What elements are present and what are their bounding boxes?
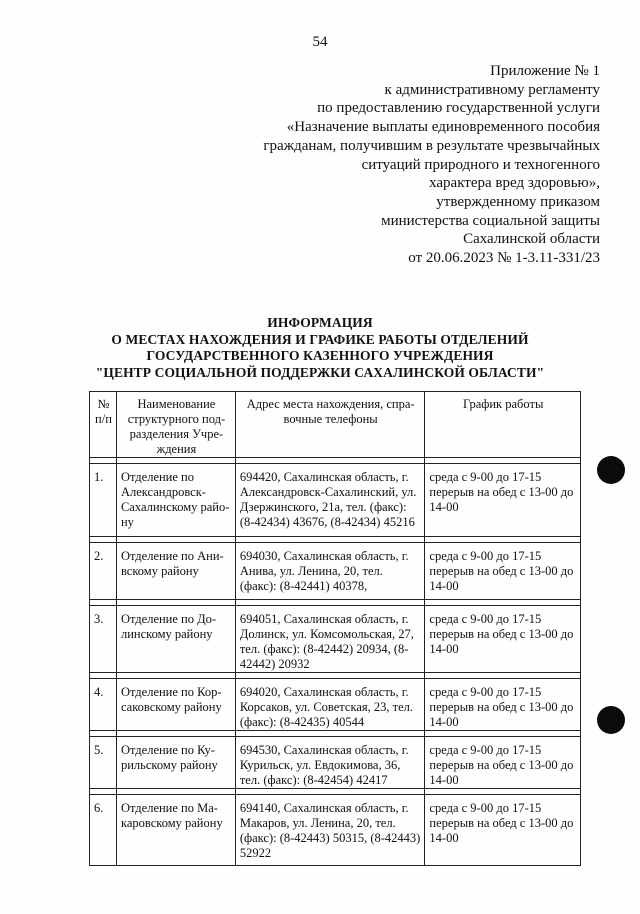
title-line: О МЕСТАХ НАХОЖДЕНИЯ И ГРАФИКЕ РАБОТЫ ОТДЕЛЕНИЙ: [111, 331, 529, 347]
appendix-line: Сахалинской области: [463, 231, 600, 248]
header-address: Адрес места нахождения, спра-вочные телефоны: [235, 392, 425, 458]
row-number: 5.: [90, 737, 117, 789]
row-schedule: среда с 9-00 до 17-15 перерыв на обед с 13-00 до 14-00: [425, 543, 581, 600]
row-address: 694420, Сахалинская область, г. Александровск-Сахалинский, ул. Дзержинского, 21а, тел. (факс): (8-42434) 43676, (8-42434) 45216: [235, 464, 425, 537]
row-schedule: среда с 9-00 до 17-15 перерыв на обед с 13-00 до 14-00: [425, 795, 581, 866]
page-number: 54: [312, 34, 328, 50]
row-number: 3.: [90, 606, 117, 673]
appendix-line: от 20.06.2023 № 1-3.11-331/23: [408, 250, 600, 267]
table-row: [90, 464, 581, 537]
row-number: 6.: [90, 795, 117, 866]
appendix-block: [263, 62, 600, 268]
appendix-line: характера вред здоровью»,: [429, 175, 600, 192]
table-header-row: [90, 392, 581, 458]
appendix-line: министерства социальной защиты: [381, 212, 600, 229]
appendix-line: ситуаций природного и техногенного: [361, 156, 600, 173]
appendix-line: гражданам, получившим в результате чрезвычайных: [263, 137, 600, 154]
title-line: ГОСУДАРСТВЕННОГО КАЗЕННОГО УЧРЕЖДЕНИЯ: [146, 348, 494, 363]
row-address: 694530, Сахалинская область, г. Курильск, ул. Евдокимова, 36, тел. (факс): (8-42454) 42417: [235, 737, 425, 789]
row-address: 694020, Сахалинская область, г. Корсаков, ул. Советская, 23, тел. (факс): (8-42435) 40544: [235, 679, 425, 731]
table-row: [90, 737, 581, 789]
row-number: 4.: [90, 679, 117, 731]
header-schedule: График работы: [425, 392, 581, 458]
header-name: Наименование структурного под-разделения Учре-ждения: [116, 392, 235, 458]
row-name: Отделение по Кор-саковскому району: [116, 679, 235, 731]
row-name: Отделение по Александровск-Сахалинскому райо-ну: [116, 464, 235, 537]
row-address: 694051, Сахалинская область, г. Долинск, ул. Комсомольская, 27, тел. (факс): (8-42442) 20934, (8-42442) 20932: [235, 606, 425, 673]
punch-hole-mark: [597, 706, 625, 734]
appendix-line: Приложение № 1: [490, 63, 600, 79]
punch-hole-mark: [597, 456, 625, 484]
row-schedule: среда с 9-00 до 17-15 перерыв на обед с 13-00 до 14-00: [425, 679, 581, 731]
table-row: [90, 795, 581, 866]
row-address: 694140, Сахалинская область, г. Макаров, ул. Ленина, 20, тел. (факс): (8-42443) 50315, (8-42443) 52922: [235, 795, 425, 866]
offices-table: [89, 391, 581, 866]
row-number: 2.: [90, 543, 117, 600]
row-schedule: среда с 9-00 до 17-15 перерыв на обед с 13-00 до 14-00: [425, 606, 581, 673]
row-schedule: среда с 9-00 до 17-15 перерыв на обед с 13-00 до 14-00: [425, 464, 581, 537]
row-name: Отделение по До-линскому району: [116, 606, 235, 673]
document-title: [0, 315, 640, 381]
appendix-line: к административному регламенту: [384, 81, 600, 98]
title-line: "ЦЕНТР СОЦИАЛЬНОЙ ПОДДЕРЖКИ САХАЛИНСКОЙ ОБЛАСТИ": [95, 364, 545, 380]
table-row: [90, 606, 581, 673]
row-name: Отделение по Ма-каровскому району: [116, 795, 235, 866]
row-name: Отделение по Ани-вскому району: [116, 543, 235, 600]
row-number: 1.: [90, 464, 117, 537]
row-schedule: среда с 9-00 до 17-15 перерыв на обед с 13-00 до 14-00: [425, 737, 581, 789]
appendix-line: «Назначение выплаты единовременного пособия: [286, 119, 600, 136]
row-name: Отделение по Ку-рильскому району: [116, 737, 235, 789]
row-address: 694030, Сахалинская область, г. Анива, ул. Ленина, 20, тел. (факс): (8-42441) 40378,: [235, 543, 425, 600]
header-number: № п/п: [90, 392, 117, 458]
appendix-line: по предоставлению государственной услуги: [317, 100, 600, 117]
table-row: [90, 543, 581, 600]
title-line: ИНФОРМАЦИЯ: [267, 315, 373, 330]
table-row: [90, 679, 581, 731]
appendix-line: утвержденному приказом: [436, 193, 600, 210]
